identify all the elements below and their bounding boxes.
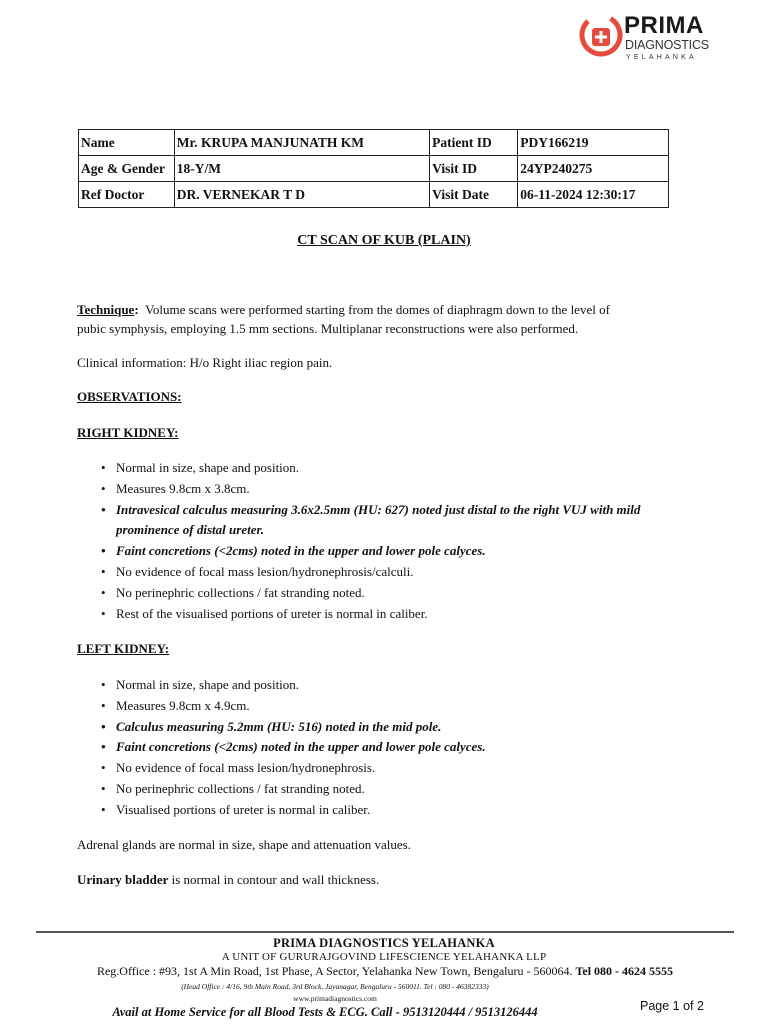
list-item: • Measures 9.8cm x 3.8cm. bbox=[77, 479, 697, 500]
adrenal-statement: Adrenal glands are normal in size, shape and attenuation values. bbox=[77, 837, 411, 852]
left-kidney-heading: LEFT KIDNEY: bbox=[77, 641, 170, 656]
prima-logo bbox=[578, 12, 718, 68]
ref-doctor-value: DR. VERNEKAR T D bbox=[174, 182, 429, 208]
footer-unit-line: A UNIT OF GURURAJGOVIND LIFESCIENCE YELAHANKA LLP bbox=[221, 951, 547, 963]
logo-brand-subtitle: DIAGNOSTICS bbox=[625, 38, 709, 52]
list-item: • No evidence of focal mass lesion/hydronephrosis/calculi. bbox=[77, 562, 697, 583]
list-item: • Rest of the visualised portions of ureter is normal in caliber. bbox=[77, 604, 697, 625]
age-gender-value: 18-Y/M bbox=[174, 156, 429, 182]
list-item: • No perinephric collections / fat stranding noted. bbox=[77, 583, 697, 604]
name-value: Mr. KRUPA MANJUNATH KM bbox=[174, 130, 429, 156]
prima-logo-icon bbox=[578, 12, 624, 58]
visit-date-value: 06-11-2024 12:30:17 bbox=[518, 182, 669, 208]
list-item: • Visualised portions of ureter is normal in caliber. bbox=[77, 800, 697, 821]
footer-head-office: (Head Office : 4/16, 9th Main Road, 3rd Block, Jayanagar, Bengaluru - 560011. Tel : 080 - 46382333) bbox=[181, 982, 489, 991]
visit-id-label: Visit ID bbox=[430, 156, 518, 182]
name-label: Name bbox=[79, 130, 175, 156]
technique-paragraph bbox=[77, 301, 697, 338]
patient-info-table bbox=[78, 129, 669, 208]
list-item: • No perinephric collections / fat stranding noted. bbox=[77, 779, 697, 800]
footer-reg-office bbox=[30, 964, 740, 979]
report-title: CT SCAN OF KUB (PLAIN) bbox=[297, 233, 471, 248]
bladder-label: Urinary bladder bbox=[77, 872, 169, 887]
footer-divider bbox=[36, 931, 734, 933]
footer-address: Reg.Office : #93, 1st A Min Road, 1st Phase, A Sector, Yelahanka New Town, Bengaluru - 560064. bbox=[96, 964, 576, 978]
technique-colon: : bbox=[134, 302, 139, 317]
footer-website[interactable]: www.primadiagnostics.com bbox=[293, 994, 377, 1003]
table-row bbox=[79, 130, 669, 156]
clinical-info: Clinical information: H/o Right iliac region pain. bbox=[77, 355, 333, 370]
list-item: • Measures 9.8cm x 4.9cm. bbox=[77, 696, 697, 717]
patient-id-value: PDY166219 bbox=[518, 130, 669, 156]
list-item: • Normal in size, shape and position. bbox=[77, 458, 697, 479]
logo-brand-location: YELAHANKA bbox=[626, 54, 697, 61]
observations-heading: OBSERVATIONS: bbox=[77, 389, 182, 404]
right-kidney-heading: RIGHT KIDNEY: bbox=[77, 425, 179, 440]
list-item: • Intravesical calculus measuring 3.6x2.5mm (HU: 627) noted just distal to the right VUJ with mild prominence of distal ureter. bbox=[77, 500, 697, 542]
patient-id-label: Patient ID bbox=[430, 130, 518, 156]
list-item: • No evidence of focal mass lesion/hydronephrosis. bbox=[77, 758, 697, 779]
footer-telephone: Tel 080 - 4624 5555 bbox=[575, 964, 674, 978]
left-kidney-findings bbox=[77, 675, 697, 821]
table-row bbox=[79, 182, 669, 208]
age-gender-label: Age & Gender bbox=[79, 156, 175, 182]
table-row bbox=[79, 156, 669, 182]
visit-date-label: Visit Date bbox=[430, 182, 518, 208]
ref-doctor-label: Ref Doctor bbox=[79, 182, 175, 208]
footer-company-name: PRIMA DIAGNOSTICS YELAHANKA bbox=[273, 936, 495, 950]
footer-home-service: Avail at Home Service for all Blood Tests & ECG. Call - 9513120444 / 9513126444 bbox=[112, 1005, 538, 1019]
bladder-text: is normal in contour and wall thickness. bbox=[168, 872, 380, 887]
list-item: • Faint concretions (<2cms) noted in the upper and lower pole calyces. bbox=[77, 541, 697, 562]
technique-text-line2: pubic symphysis, employing 1.5 mm sections. Multiplanar reconstructions were also performed. bbox=[77, 320, 579, 336]
visit-id-value: 24YP240275 bbox=[518, 156, 669, 182]
technique-label: Technique bbox=[77, 302, 135, 317]
bladder-statement bbox=[77, 871, 697, 890]
page-number: Page 1 of 2 bbox=[640, 999, 704, 1013]
technique-text-line1: Volume scans were performed starting from the domes of diaphragm down to the level of bbox=[145, 302, 610, 317]
logo-brand-name: PRIMA bbox=[624, 12, 704, 39]
list-item: • Faint concretions (<2cms) noted in the upper and lower pole calyces. bbox=[77, 737, 697, 758]
right-kidney-findings bbox=[77, 458, 697, 624]
list-item: • Normal in size, shape and position. bbox=[77, 675, 697, 696]
list-item: • Calculus measuring 5.2mm (HU: 516) noted in the mid pole. bbox=[77, 717, 697, 738]
